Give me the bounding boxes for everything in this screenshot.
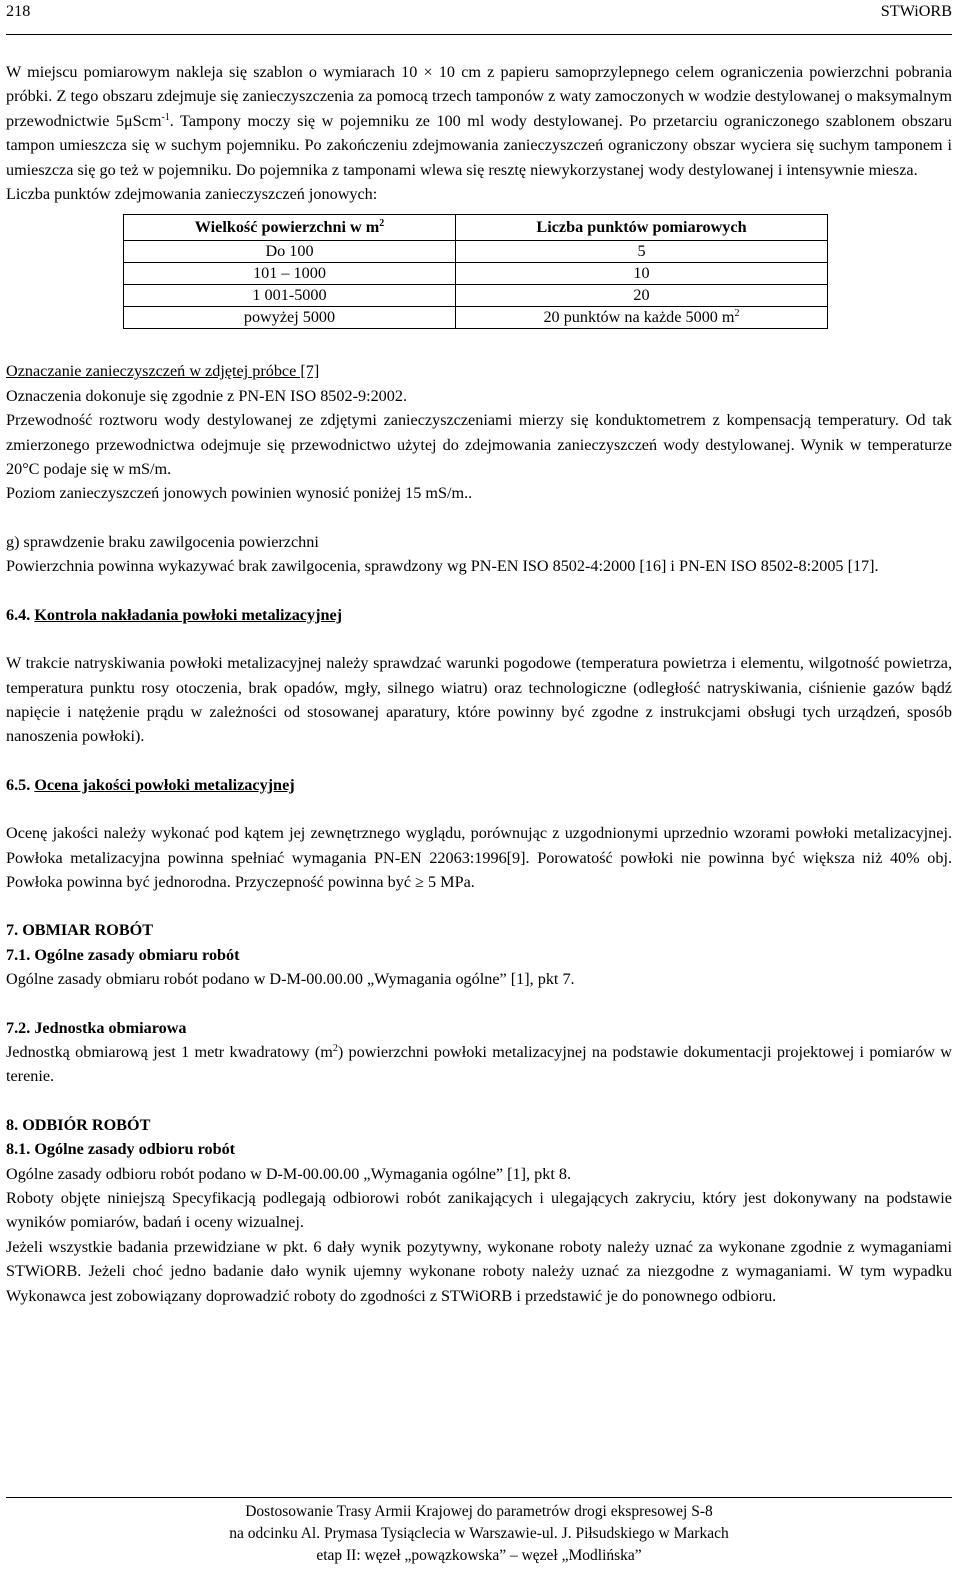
section-6-5-text: Ocenę jakości należy wykonać pod kątem jej zewnętrznego wyglądu, porównując z uzgodnionymi uprzednio wzorami powłoki metalizacyjnej. Powłoka metalizacyjna powinna spełniać wymagania PN-EN 22063:1996[9]. Porowatość powłoki nie powinna być większa niż 40% obj. Powłoka powinna być jednorodna. Przyczepność powinna być ≥ 5 MPa.: [6, 824, 952, 891]
column-header-area: Wielkość powierzchni w $m^2$: [124, 215, 456, 241]
section-6-4-heading: 6.4. Kontrola nakładania powłoki metalizacyjnej: [6, 605, 343, 624]
points-intro: Liczba punktów zdejmowania zanieczyszczeń jonowych:: [6, 185, 378, 204]
section-8-paragraph-3: Jeżeli wszystkie badania przewidziane w pkt. 6 dały wynik pozytywny, wykonane roboty należy uznać za wykonane zgodnie z wymaganiami STWiORB. Jeżeli choć jedno badanie dało wynik ujemny wykonane roboty należy uznać za niezgodne z wymaganiami. W tym wypadku Wykonawca jest zobowiązany doprowadzić roboty do zgodności z STWiORB i przedstawić je do ponownego odbioru.: [6, 1237, 952, 1305]
section-8-1-heading: 8.1. Ogólne zasady odbioru robót: [6, 1140, 236, 1159]
footer-line-2: na odcinku Al. Prymasa Tysiąclecia w Warszawie-ul. J. Piłsudskiego w Markach: [229, 1525, 729, 1542]
sampling-points-table: [123, 214, 828, 329]
section-6-4-text: W trakcie natryskiwania powłoki metalizacyjnej należy sprawdzać warunki pogodowe (temperatura powietrza i elementu, wilgotność powietrza, temperatura punktu rosy otoczenia, brak opadów, mgły, silnego wiatru) oraz technologiczne (odległość natryskiwania, ciśnienie gazów bądź napięcie i natężenie prądu w zależności od stosowanej aparatury, które powinny być zgodne z instrukcjami obsługi tych urządzeń, sposób nanoszenia powłoki).: [6, 654, 952, 746]
points-cell: 20: [456, 285, 828, 307]
section-7-1-text: Ogólne zasady obmiaru robót podano w D-M-00.00.00 „Wymagania ogólne” [1], pkt 7.: [6, 970, 575, 989]
geq-symbol: ≥: [415, 872, 424, 891]
footer-line-3: etap II: węzeł „powązkowska” – węzeł „Modlińska”: [316, 1547, 642, 1564]
section-7-2-text: Jednostką obmiarową jest 1 metr kwadratowy $(m^2)$ powierzchni powłoki metalizacyjnej na podstawie dokumentacji projektowej i pomiarów w terenie.: [6, 1042, 952, 1086]
ionic-line-1: Oznaczenia dokonuje się zgodnie z PN-EN ISO 8502-9:2002.: [6, 386, 407, 405]
table-header-row: [124, 215, 828, 241]
intro-paragraph: W miejscu pomiarowym nakleja się szablon o wymiarach 10 × 10 cm z papieru samoprzylepnego celem ograniczenia powierzchni pobrania próbki. Z tego obszaru zdejmuje się zanieczyszczenia za pomocą trzech tamponów z waty zamoczonych w wodzie destylowanej o maksymalnym przewodnictwie 5μScm$^{-1}$. Tampony moczy się w pojemniku ze 100 ml wody destylowanej. Po przetarciu ograniczonego szablonem obszaru tampon umieszcza się w suchym pojemniku. Po zakończeniu zdejmowania zanieczyszczeń ograniczony obszar wyciera się suchym tamponem i umieszcza się go też w pojemniku. Do pojemnika z tamponami wlewa się resztę niewykorzystanej wody destylowanej i intensywnie miesza.: [6, 63, 953, 179]
points-cell: 20 punktów na każde 5000 $m^2$: [456, 307, 828, 329]
moisture-text: Powierzchnia powinna wykazywać brak zawilgocenia, sprawdzony wg PN-EN ISO 8502-4:2000 [16] i PN-EN ISO 8502-8:2005 [17].: [6, 557, 879, 576]
table-row: [124, 263, 828, 285]
document-code: STWiORB: [880, 2, 952, 20]
section-7-1-heading: 7.1. Ogólne zasady obmiaru robót: [6, 945, 240, 964]
points-cell: 10: [456, 263, 828, 285]
table-row: [124, 241, 828, 263]
section-8-1-text: Ogólne zasady odbioru robót podano w D-M-00.00.00 „Wymagania ogólne” [1], pkt 8.: [6, 1164, 572, 1183]
page-number: 218: [6, 2, 31, 20]
area-cell: 1 001-5000: [124, 285, 456, 307]
footer-line-1: Dostosowanie Trasy Armii Krajowej do parametrów drogi ekspresowej S-8: [245, 1503, 713, 1520]
page-content: [6, 60, 952, 1308]
points-cell: 5: [456, 241, 828, 263]
section-8-heading: 8. ODBIÓR ROBÓT: [6, 1115, 151, 1134]
section-8-paragraph-2: Roboty objęte niniejszą Specyfikacją podlegają odbiorowi robót zanikających i ulegających zakryciu, który jest dokonywany na podstawie wyników pomiarów, badań i oceny wizualnej.: [6, 1189, 952, 1232]
area-cell: powyżej 5000: [124, 307, 456, 329]
area-cell: Do 100: [124, 241, 456, 263]
ionic-line-3: Poziom zanieczyszczeń jonowych powinien wynosić poniżej 15 mS/m..: [6, 484, 473, 503]
ionic-heading: Oznaczanie zanieczyszczeń w zdjętej próbce [7]: [6, 362, 320, 381]
times-symbol: ×: [423, 63, 433, 81]
page-header: [6, 0, 952, 35]
table-row: [124, 307, 828, 329]
ionic-line-2: Przewodność roztworu wody destylowanej ze zdjętymi zanieczyszczeniami mierzy się konduktometrem z kompensacją temperatury. Od tak zmierzonego przewodnictwa odejmuje się przewodnictwo użytej do zdejmowania zanieczyszczeń wody destylowanej. Wynik w temperaturze 20°C podaje się w mS/m.: [6, 411, 952, 479]
area-cell: 101 – 1000: [124, 263, 456, 285]
column-header-points: Liczba punktów pomiarowych: [456, 215, 828, 241]
section-6-5-heading: 6.5. Ocena jakości powłoki metalizacyjnej: [6, 775, 295, 794]
moisture-heading: g) sprawdzenie braku zawilgocenia powierzchni: [6, 532, 319, 551]
section-7-2-heading: 7.2. Jednostka obmiarowa: [6, 1018, 187, 1037]
section-7-heading: 7. OBMIAR ROBÓT: [6, 921, 154, 940]
page-footer: [6, 1497, 952, 1567]
table-row: [124, 285, 828, 307]
